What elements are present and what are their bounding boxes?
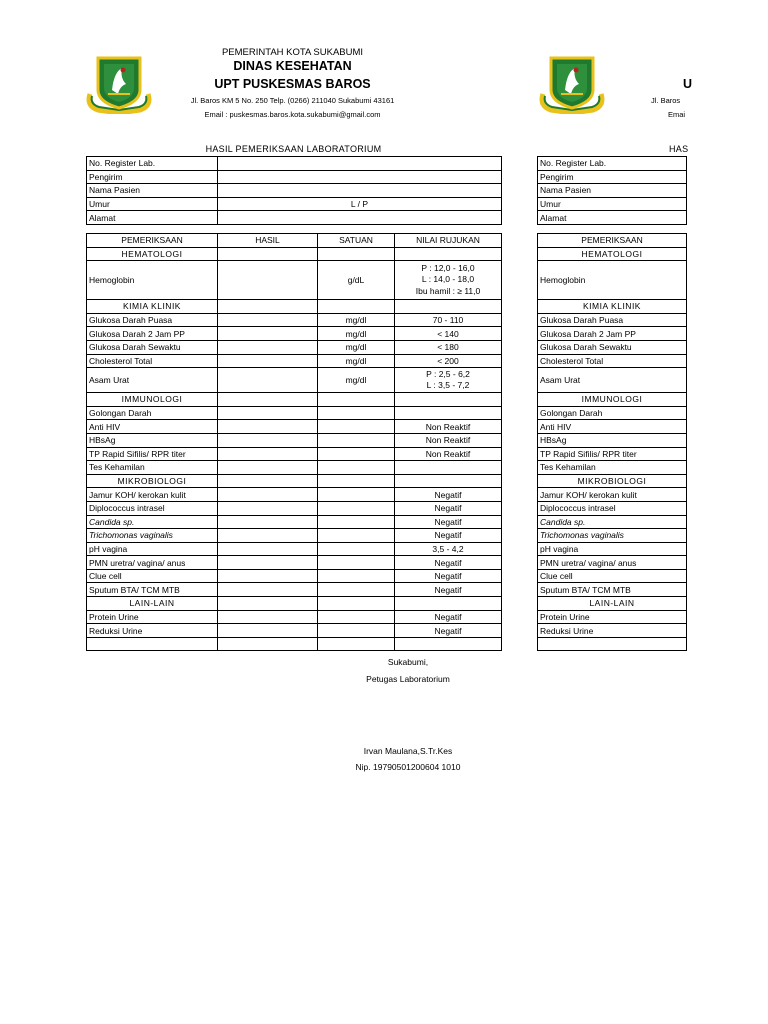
test-name: Jamur KOH/ kerokan kulit — [87, 488, 218, 502]
table-row — [538, 354, 687, 368]
test-name: Glukosa Darah Puasa — [538, 313, 687, 327]
table-row — [538, 624, 687, 638]
section-row — [538, 300, 687, 314]
test-name: Asam Urat — [538, 368, 687, 393]
col-satuan: SATUAN — [318, 234, 395, 248]
table-row — [87, 501, 502, 515]
table-row — [538, 501, 687, 515]
table-row — [538, 313, 687, 327]
table-row — [87, 261, 502, 300]
city-emblem-logo — [84, 54, 154, 114]
table-row — [87, 313, 502, 327]
column-header-row — [538, 234, 687, 248]
unit-cell: mg/dl — [318, 354, 395, 368]
section-lain-lain: LAIN-LAIN — [538, 597, 687, 611]
section-row — [87, 247, 502, 261]
info-label: Pengirim — [87, 170, 218, 184]
table-row — [538, 327, 687, 341]
test-name: Clue cell — [538, 569, 687, 583]
reference-cell — [395, 461, 502, 475]
col-nilai-rujukan: NILAI RUJUKAN — [395, 234, 502, 248]
table-row — [538, 515, 687, 529]
table-row — [538, 447, 687, 461]
test-name: Glukosa Darah Sewaktu — [87, 340, 218, 354]
reference-cell: < 180 — [395, 340, 502, 354]
reference-cell: 70 - 110 — [395, 313, 502, 327]
section-row — [87, 393, 502, 407]
table-row — [538, 610, 687, 624]
test-name: HBsAg — [87, 433, 218, 447]
reference-cell: Negatif — [395, 529, 502, 543]
place-date: Sukabumi, — [387, 657, 429, 667]
section-kimia-klinik: KIMIA KLINIK — [87, 300, 218, 314]
email-line: Email : puskesmas.baros.kota.sukabumi@gmail.com — [204, 110, 381, 119]
reference-cell: Negatif — [395, 556, 502, 570]
unit-name: UPT PUSKESMAS BAROS — [214, 77, 371, 91]
test-name: Golongan Darah — [87, 406, 218, 420]
test-name: Sputum BTA/ TCM MTB — [87, 583, 218, 597]
test-name: Reduksi Urine — [87, 624, 218, 638]
reference-cell — [395, 368, 502, 393]
table-row — [87, 211, 502, 225]
table-row — [87, 340, 502, 354]
address-line-right: Jl. Baros — [651, 96, 681, 105]
test-name: Protein Urine — [87, 610, 218, 624]
info-value — [218, 184, 502, 198]
table-row — [87, 157, 502, 171]
table-row — [538, 529, 687, 543]
test-name: Diplococcus intrasel — [87, 501, 218, 515]
table-row — [538, 340, 687, 354]
table-row — [87, 637, 502, 651]
table-row — [87, 569, 502, 583]
reference-cell: Negatif — [395, 624, 502, 638]
table-row — [538, 197, 687, 211]
form-title-right: HAS — [669, 144, 689, 154]
table-row — [538, 261, 687, 300]
column-header-row — [87, 234, 502, 248]
test-name: Glukosa Darah Sewaktu — [538, 340, 687, 354]
info-value — [218, 170, 502, 184]
unit-cell: mg/dl — [318, 368, 395, 393]
reference-cell: Negatif — [395, 610, 502, 624]
test-name: Glukosa Darah 2 Jam PP — [87, 327, 218, 341]
ref-line: P : 2,5 - 6,2 — [426, 368, 470, 379]
ref-line: L : 3,5 - 7,2 — [426, 380, 470, 391]
info-label: Nama Pasien — [538, 184, 687, 198]
info-label: No. Register Lab. — [87, 157, 218, 171]
table-row — [538, 157, 687, 171]
section-row — [538, 474, 687, 488]
test-name: Tes Kehamilan — [538, 461, 687, 475]
test-name: Glukosa Darah Puasa — [87, 313, 218, 327]
table-row — [87, 542, 502, 556]
section-mikrobiologi: MIKROBIOLOGI — [87, 474, 218, 488]
table-row — [538, 461, 687, 475]
reference-cell — [395, 261, 502, 300]
table-row — [87, 327, 502, 341]
table-row — [87, 515, 502, 529]
reference-cell: Non Reaktif — [395, 433, 502, 447]
table-row — [87, 170, 502, 184]
gov-name: PEMERINTAH KOTA SUKABUMI — [221, 47, 364, 58]
table-row — [87, 461, 502, 475]
signer-name: Irvan Maulana,S.Tr.Kes — [363, 746, 453, 756]
test-name: Trichomonas vaginalis — [538, 529, 687, 543]
table-row — [538, 542, 687, 556]
test-name: Diplococcus intrasel — [538, 501, 687, 515]
section-hematologi: HEMATOLOGI — [538, 247, 687, 261]
test-name: PMN uretra/ vagina/ anus — [87, 556, 218, 570]
form-title: HASIL PEMERIKSAAN LABORATORIUM — [205, 144, 382, 154]
section-lain-lain: LAIN-LAIN — [87, 597, 218, 611]
test-name: Sputum BTA/ TCM MTB — [538, 583, 687, 597]
section-row — [538, 247, 687, 261]
test-name: Tes Kehamilan — [87, 461, 218, 475]
section-row — [87, 597, 502, 611]
table-row — [87, 368, 502, 393]
table-row — [87, 197, 502, 211]
table-row — [538, 488, 687, 502]
lab-results-table-right — [537, 233, 687, 651]
table-row — [87, 624, 502, 638]
test-name: Trichomonas vaginalis — [87, 529, 218, 543]
table-row — [538, 368, 687, 393]
test-name: Cholesterol Total — [538, 354, 687, 368]
reference-cell: Negatif — [395, 488, 502, 502]
test-name: PMN uretra/ vagina/ anus — [538, 556, 687, 570]
table-row — [538, 420, 687, 434]
section-immunologi: IMMUNOLOGI — [87, 393, 218, 407]
table-row — [538, 583, 687, 597]
reference-cell: Negatif — [395, 583, 502, 597]
table-row — [87, 433, 502, 447]
ref-line: P : 12,0 - 16,0 — [421, 262, 475, 273]
lab-results-table — [86, 233, 502, 651]
test-name: Cholesterol Total — [87, 354, 218, 368]
info-label: Umur — [87, 197, 218, 211]
unit-cell: mg/dl — [318, 327, 395, 341]
test-name: Candida sp. — [538, 515, 687, 529]
test-name: Anti HIV — [87, 420, 218, 434]
reference-cell: < 140 — [395, 327, 502, 341]
reference-cell: Negatif — [395, 501, 502, 515]
ref-line: L : 14,0 - 18,0 — [421, 274, 475, 285]
table-row — [87, 184, 502, 198]
table-row — [87, 420, 502, 434]
reference-cell: Non Reaktif — [395, 447, 502, 461]
test-name: Golongan Darah — [538, 406, 687, 420]
test-name: Jamur KOH/ kerokan kulit — [538, 488, 687, 502]
reference-cell: < 200 — [395, 354, 502, 368]
test-name: Hemoglobin — [538, 261, 687, 300]
table-row — [538, 184, 687, 198]
info-label: Alamat — [538, 211, 687, 225]
table-row — [87, 488, 502, 502]
col-pemeriksaan: PEMERIKSAAN — [538, 234, 687, 248]
test-name: pH vagina — [87, 542, 218, 556]
table-row — [87, 447, 502, 461]
test-name: Clue cell — [87, 569, 218, 583]
reference-cell: Negatif — [395, 515, 502, 529]
section-kimia-klinik: KIMIA KLINIK — [538, 300, 687, 314]
test-name: Candida sp. — [87, 515, 218, 529]
info-label: No. Register Lab. — [538, 157, 687, 171]
table-row — [538, 170, 687, 184]
reference-cell — [395, 406, 502, 420]
patient-info-table-right — [537, 156, 687, 225]
test-name: Hemoglobin — [87, 261, 218, 300]
table-row — [538, 556, 687, 570]
test-name: Reduksi Urine — [538, 624, 687, 638]
table-row — [538, 637, 687, 651]
result-cell — [218, 261, 318, 300]
table-row — [87, 583, 502, 597]
test-name: TP Rapid Sifilis/ RPR titer — [538, 447, 687, 461]
ref-line: Ibu hamil : ≥ 11,0 — [415, 285, 481, 296]
patient-info-table — [86, 156, 502, 225]
section-row — [87, 474, 502, 488]
info-label: Umur — [538, 197, 687, 211]
table-row — [538, 569, 687, 583]
section-hematologi: HEMATOLOGI — [87, 247, 218, 261]
unit-cell: mg/dl — [318, 340, 395, 354]
test-name: Anti HIV — [538, 420, 687, 434]
section-row — [538, 393, 687, 407]
section-immunologi: IMMUNOLOGI — [538, 393, 687, 407]
table-row — [87, 556, 502, 570]
test-name: pH vagina — [538, 542, 687, 556]
info-label: Nama Pasien — [87, 184, 218, 198]
col-hasil: HASIL — [218, 234, 318, 248]
info-label: Alamat — [87, 211, 218, 225]
info-value — [218, 211, 502, 225]
unit-cell: g/dL — [318, 261, 395, 300]
table-row — [538, 406, 687, 420]
test-name: Protein Urine — [538, 610, 687, 624]
section-mikrobiologi: MIKROBIOLOGI — [538, 474, 687, 488]
test-name: Glukosa Darah 2 Jam PP — [538, 327, 687, 341]
signer-nip: Nip. 19790501200604 1010 — [355, 762, 461, 772]
test-name: HBsAg — [538, 433, 687, 447]
col-pemeriksaan: PEMERIKSAAN — [87, 234, 218, 248]
table-row — [87, 354, 502, 368]
info-value — [218, 157, 502, 171]
test-name: Asam Urat — [87, 368, 218, 393]
section-row — [538, 597, 687, 611]
table-row — [538, 433, 687, 447]
table-row — [538, 211, 687, 225]
signer-role: Petugas Laboratorium — [366, 674, 450, 684]
table-row — [87, 529, 502, 543]
unit-name-right: U — [683, 77, 693, 91]
info-label: Pengirim — [538, 170, 687, 184]
reference-cell: Non Reaktif — [395, 420, 502, 434]
table-row — [87, 406, 502, 420]
section-row — [87, 300, 502, 314]
city-emblem-logo-right — [537, 54, 607, 114]
reference-cell: Negatif — [395, 569, 502, 583]
email-line-right: Emai — [668, 110, 686, 119]
reference-cell: 3,5 - 4,2 — [395, 542, 502, 556]
table-row — [87, 610, 502, 624]
address-line: Jl. Baros KM 5 No. 250 Telp. (0266) 211040 Sukabumi 43161 — [190, 96, 395, 105]
unit-cell: mg/dl — [318, 313, 395, 327]
dept-name: DINAS KESEHATAN — [233, 59, 352, 73]
info-value: L / P — [218, 197, 502, 211]
test-name: TP Rapid Sifilis/ RPR titer — [87, 447, 218, 461]
